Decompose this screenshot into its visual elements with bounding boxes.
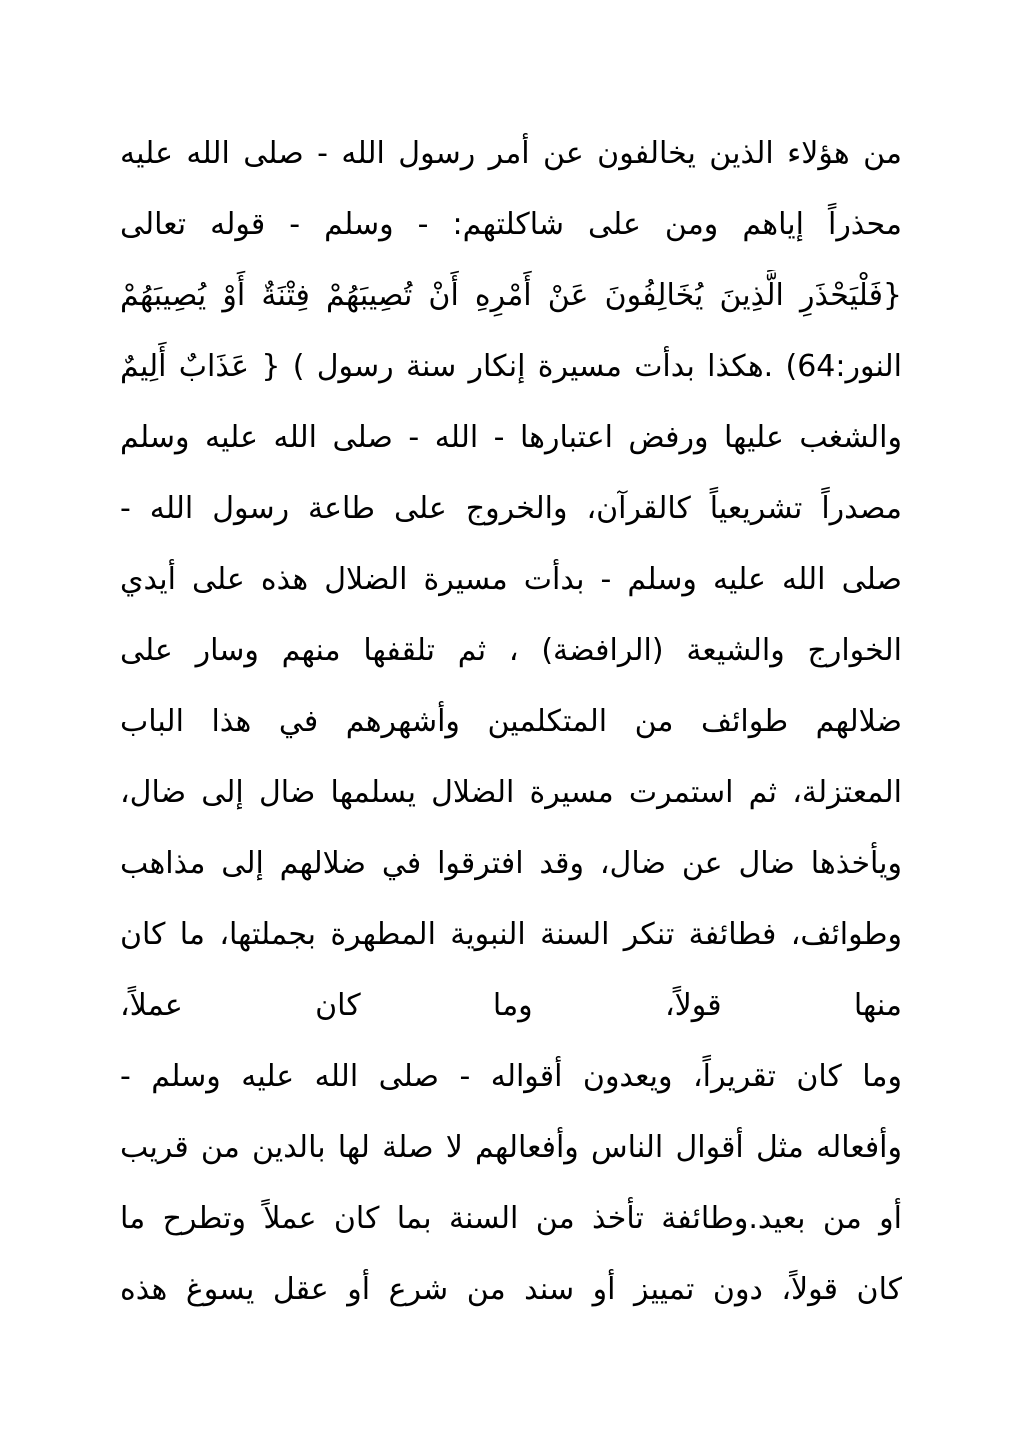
text-line-15: وأفعاله مثل أقوال الناس وأفعالهم لا صلة لها بالدين من قريب	[120, 1130, 902, 1165]
text-line-6: مصدراً تشريعياً كالقرآن، والخروج على طاعة رسول الله -	[120, 491, 902, 526]
text-line-3: {فَلْيَحْذَرِ الَّذِينَ يُخَالِفُونَ عَنْ أَمْرِهِ أَنْ تُصِيبَهُمْ فِتْنَةٌ أَوْ يُصِيبَهُمْ	[120, 278, 902, 313]
text-line-1: من هؤلاء الذين يخالفون عن أمر رسول الله - صلى الله عليه	[120, 136, 902, 171]
text-line-12: وطوائف، فطائفة تنكر السنة النبوية المطهرة بجملتها، ما كان	[120, 917, 902, 952]
text-line-17: كان قولاً، دون تمييز أو سند من شرع أو عقل يسوغ هذه	[120, 1272, 902, 1307]
text-line-16: أو من بعيد.وطائفة تأخذ من السنة بما كان عملاً وتطرح ما	[120, 1201, 902, 1236]
text-line-8: الخوارج والشيعة (الرافضة) ، ثم تلقفها منهم وسار على	[120, 633, 902, 668]
text-line-4: النور:64) .هكذا بدأت مسيرة إنكار سنة رسول ) { عَذَابٌ أَلِيمٌ	[120, 349, 902, 384]
text-line-9: ضلالهم طوائف من المتكلمين وأشهرهم في هذا الباب	[120, 704, 902, 739]
text-line-5: والشغب عليها ورفض اعتبارها - الله - صلى الله عليه وسلم	[120, 420, 902, 455]
text-line-14: وما كان تقريراً، ويعدون أقواله - صلى الله عليه وسلم -	[120, 1059, 902, 1094]
text-line-7: صلى الله عليه وسلم - بدأت مسيرة الضلال هذه على أيدي	[120, 562, 902, 597]
text-line-10: المعتزلة، ثم استمرت مسيرة الضلال يسلمها ضال إلى ضال،	[120, 775, 902, 810]
text-line-2: محذراً إياهم ومن على شاكلتهم: - وسلم - قوله تعالى	[120, 207, 902, 242]
arabic-text-body	[120, 128, 902, 1335]
text-line-11: ويأخذها ضال عن ضال، وقد افترقوا في ضلالهم إلى مذاهب	[120, 846, 902, 881]
text-line-13: منها قولاً، وما كان عملاً،	[120, 988, 902, 1023]
